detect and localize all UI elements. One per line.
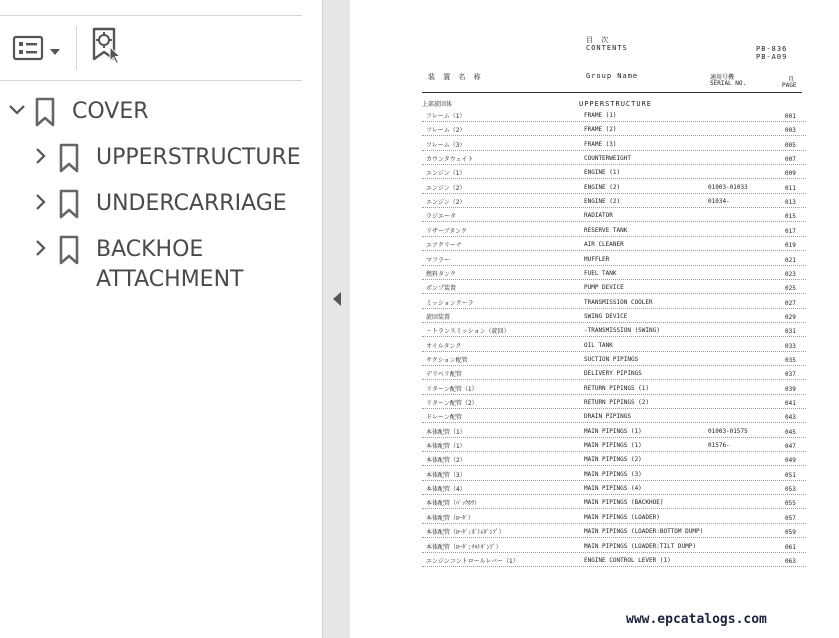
row-page: 027 [785, 299, 796, 307]
table-row [422, 151, 806, 165]
row-group-name: ENGINE CONTROL LEVER (1) [584, 556, 671, 564]
row-name-jp: 旋回装置 [426, 313, 451, 321]
row-page: 019 [785, 242, 796, 250]
column-header-page: PAGE [782, 82, 797, 89]
row-name-jp: ラジエータ [426, 213, 457, 221]
row-page: 005 [785, 141, 796, 149]
document-page [396, 30, 806, 590]
row-name-jp: フレーム（2） [426, 127, 466, 135]
row-group-name: MAIN PIPINGS (1) [584, 442, 642, 450]
row-group-name: FRAME (1) [584, 112, 617, 119]
row-group-name: MAIN PIPINGS (1) [584, 427, 642, 435]
options-menu-button[interactable] [12, 35, 64, 65]
row-group-name: SWING DEVICE [584, 312, 628, 320]
row-name-jp: 本体配管（2） [426, 457, 466, 465]
chevron-right-icon[interactable] [28, 235, 54, 261]
row-page: 015 [785, 213, 796, 221]
table-row [422, 266, 806, 280]
row-group-name: MAIN PIPINGS (3) [584, 470, 642, 478]
bookmark-label [96, 235, 243, 295]
row-page: 035 [785, 356, 796, 364]
row-name-jp: ミッションクーラ [426, 299, 474, 307]
row-name-jp: エアクリーナ [426, 242, 462, 250]
row-page: 049 [785, 457, 796, 465]
row-page: 057 [785, 514, 796, 522]
row-group-name: ENGINE (2) [584, 183, 621, 191]
bookmark-label-line2: ATTACHMENT [96, 267, 244, 292]
row-page: 021 [785, 256, 796, 264]
table-row [422, 194, 806, 208]
row-group-name: DELIVERY PIPINGS [584, 370, 642, 378]
row-group-name: OIL TANK [584, 341, 613, 349]
chevron-right-icon[interactable] [28, 143, 54, 169]
row-page: 011 [785, 184, 796, 192]
table-row [422, 553, 806, 567]
row-page: 001 [785, 113, 796, 120]
row-name-jp: リターン配管（1） [426, 385, 478, 393]
table-row [422, 424, 806, 438]
row-page: 037 [785, 371, 796, 379]
row-page: 061 [785, 543, 796, 551]
header-rule [422, 92, 802, 93]
row-group-name: DRAIN PIPINGS [584, 413, 631, 421]
chevron-down-icon[interactable] [4, 97, 30, 123]
row-page: 063 [785, 557, 796, 565]
table-row [422, 338, 806, 352]
row-group-name: MAIN PIPINGS (LOADER:BOTTOM DUMP) [584, 528, 704, 536]
row-name-jp: 本体配管（ﾛｰﾀﾞ） [426, 514, 475, 522]
row-page: 025 [785, 285, 796, 293]
row-page: 043 [785, 414, 796, 422]
row-name-jp: ポンプ装置 [426, 285, 457, 293]
row-group-name: RADIATOR [584, 212, 613, 220]
options-list-icon [12, 35, 44, 65]
table-row [422, 208, 806, 222]
bookmark-label: UNDERCARRIAGE [96, 191, 287, 216]
row-page: 009 [785, 170, 796, 178]
table-row [422, 122, 806, 136]
table-row [422, 352, 806, 366]
row-name-jp: リザーブタンク [426, 227, 468, 235]
row-page: 033 [785, 342, 796, 350]
section-heading: UPPERSTRUCTURE [579, 100, 653, 108]
table-row [422, 481, 806, 495]
bookmark-item-undercarriage[interactable] [28, 189, 287, 219]
row-group-name: COUNTERWEIGHT [584, 155, 631, 163]
table-row [422, 366, 806, 380]
table-row [422, 452, 806, 466]
doc-code-2: PB-A09 [756, 53, 788, 61]
row-name-jp: 本体配管（ﾛｰﾀﾞ:ﾁﾙﾄﾀﾞﾝﾌﾟ） [426, 543, 502, 551]
collapse-panel-icon[interactable] [331, 290, 343, 308]
table-row [422, 510, 806, 524]
row-name-jp: エンジン（1） [426, 170, 466, 178]
row-group-name: MAIN PIPINGS (2) [584, 456, 642, 464]
table-row [422, 223, 806, 237]
row-page: 003 [785, 127, 796, 135]
column-header-group: Group Name [586, 72, 639, 80]
row-serial: 01576- [708, 442, 730, 450]
row-serial: 01003-01033 [708, 183, 748, 191]
row-page: 013 [785, 199, 796, 207]
bookmark-item-upperstructure[interactable] [28, 143, 301, 173]
row-group-name: ENGINE (1) [584, 169, 621, 177]
bookmarks-toolbar [0, 15, 302, 81]
row-serial: 01003-01575 [708, 427, 748, 435]
row-group-name: -TRANSMISSION (SWING) [584, 327, 660, 335]
row-serial: 01034- [708, 198, 730, 206]
table-row [422, 467, 806, 481]
row-name-jp: デリベリ配管 [426, 371, 462, 379]
row-group-name: FUEL TANK [584, 269, 617, 277]
row-page: 007 [785, 156, 796, 164]
column-header-serial: SERIAL NO. [710, 80, 747, 87]
row-name-jp: フレーム（3） [426, 141, 466, 149]
table-row [422, 309, 806, 323]
row-name-jp: フレーム（1） [426, 113, 466, 120]
row-page: 031 [785, 328, 796, 336]
section-heading-jp: 上部旋回体 [422, 101, 453, 108]
row-group-name: MAIN PIPINGS (4) [584, 485, 642, 493]
row-group-name: RESERVE TANK [584, 226, 628, 234]
column-header-serial-jp: 適用号機 [710, 74, 735, 81]
table-row [422, 381, 806, 395]
table-row [422, 323, 806, 337]
row-name-jp: ドレーン配管 [426, 414, 462, 422]
chevron-right-icon[interactable] [28, 189, 54, 215]
row-page: 047 [785, 443, 796, 451]
row-group-name: MAIN PIPINGS (BACKHOE) [584, 499, 664, 507]
row-name-jp: カウンタウェイト [426, 156, 474, 164]
row-name-jp: エンジン（2） [426, 199, 466, 207]
row-name-jp: マフラー [426, 256, 451, 264]
row-page: 045 [785, 428, 796, 436]
row-group-name: MUFFLER [584, 255, 610, 263]
bookmark-label-line1: BACKHOE [96, 237, 204, 262]
row-group-name: PUMP DEVICE [584, 284, 624, 292]
row-page: 051 [785, 471, 796, 479]
row-page: 059 [785, 529, 796, 537]
bookmark-item-cover[interactable] [4, 97, 149, 127]
row-group-name: FRAME (2) [584, 126, 617, 134]
row-group-name: TRANSMISSION COOLER [584, 298, 653, 306]
toolbar-divider [76, 26, 77, 70]
row-name-jp: ・トランスミッション（旋回） [426, 328, 510, 336]
row-group-name: MAIN PIPINGS (LOADER:TILT DUMP) [584, 542, 696, 550]
bookmark-label: UPPERSTRUCTURE [96, 145, 301, 170]
row-name-jp: オイルタンク [426, 342, 462, 350]
row-group-name: SUCTION PIPINGS [584, 355, 639, 363]
row-name-jp: 本体配管（1） [426, 428, 466, 436]
table-row [422, 524, 806, 538]
bookmark-icon [34, 97, 58, 127]
row-name-jp: エンジンコントロールレバー（1） [426, 557, 519, 565]
row-page: 029 [785, 313, 796, 321]
row-name-jp: 本体配管（1） [426, 443, 466, 451]
row-name-jp: エンジン（2） [426, 184, 466, 192]
row-group-name: ENGINE (2) [584, 198, 621, 206]
column-header-name-jp: 装 置 名 称 [428, 73, 483, 81]
row-name-jp: 本体配管（ﾛｰﾀﾞ:ﾎﾞﾄﾑﾀﾞﾝﾌﾟ） [426, 529, 505, 537]
row-name-jp: リターン配管（2） [426, 400, 478, 407]
add-bookmark-button[interactable] [90, 28, 126, 68]
panel-splitter[interactable] [322, 0, 350, 638]
table-row [422, 295, 806, 309]
row-group-name: RETURN PIPINGS (1) [584, 384, 650, 392]
table-row [422, 252, 806, 266]
column-header-page-jp: 頁 [788, 76, 795, 83]
row-name-jp: 本体配管（3） [426, 471, 466, 479]
table-row [422, 108, 806, 122]
table-row [422, 280, 806, 294]
row-group-name: FRAME (3) [584, 140, 617, 148]
row-page: 023 [785, 270, 796, 278]
bookmark-label: COVER [72, 99, 149, 124]
row-group-name: AIR CLEANER [584, 241, 624, 249]
table-row [422, 539, 806, 553]
bookmark-item-backhoe-attachment[interactable] [28, 235, 243, 295]
table-row [422, 438, 806, 452]
row-group-name: MAIN PIPINGS (LOADER) [584, 513, 660, 521]
row-page: 041 [785, 400, 796, 407]
row-page: 055 [785, 500, 796, 508]
row-name-jp: 本体配管（4） [426, 486, 466, 494]
row-page: 039 [785, 385, 796, 393]
table-row [422, 165, 806, 179]
row-name-jp: サクション配管 [426, 356, 468, 364]
row-group-name: RETURN PIPINGS (2) [584, 399, 650, 406]
bookmark-icon [58, 189, 82, 219]
bookmark-icon [58, 235, 82, 265]
table-row [422, 395, 806, 409]
row-page: 053 [785, 486, 796, 494]
doc-code-1: PB-836 [756, 45, 788, 53]
add-bookmark-icon [90, 27, 124, 69]
table-row [422, 137, 806, 151]
row-name-jp: 燃料タンク [426, 270, 456, 278]
table-row [422, 409, 806, 423]
chevron-down-icon [50, 41, 60, 60]
watermark: www.epcatalogs.com [626, 612, 767, 627]
table-row [422, 180, 806, 194]
table-row [422, 237, 806, 251]
table-row [422, 495, 806, 509]
row-page: 017 [785, 227, 796, 235]
row-name-jp: 本体配管（ﾊﾞｯｸﾎｳ） [426, 500, 481, 508]
page-title-jp: 目 次 [586, 36, 611, 44]
bookmark-icon [58, 143, 82, 173]
bookmarks-panel [0, 0, 322, 638]
page-title: CONTENTS [586, 44, 628, 52]
